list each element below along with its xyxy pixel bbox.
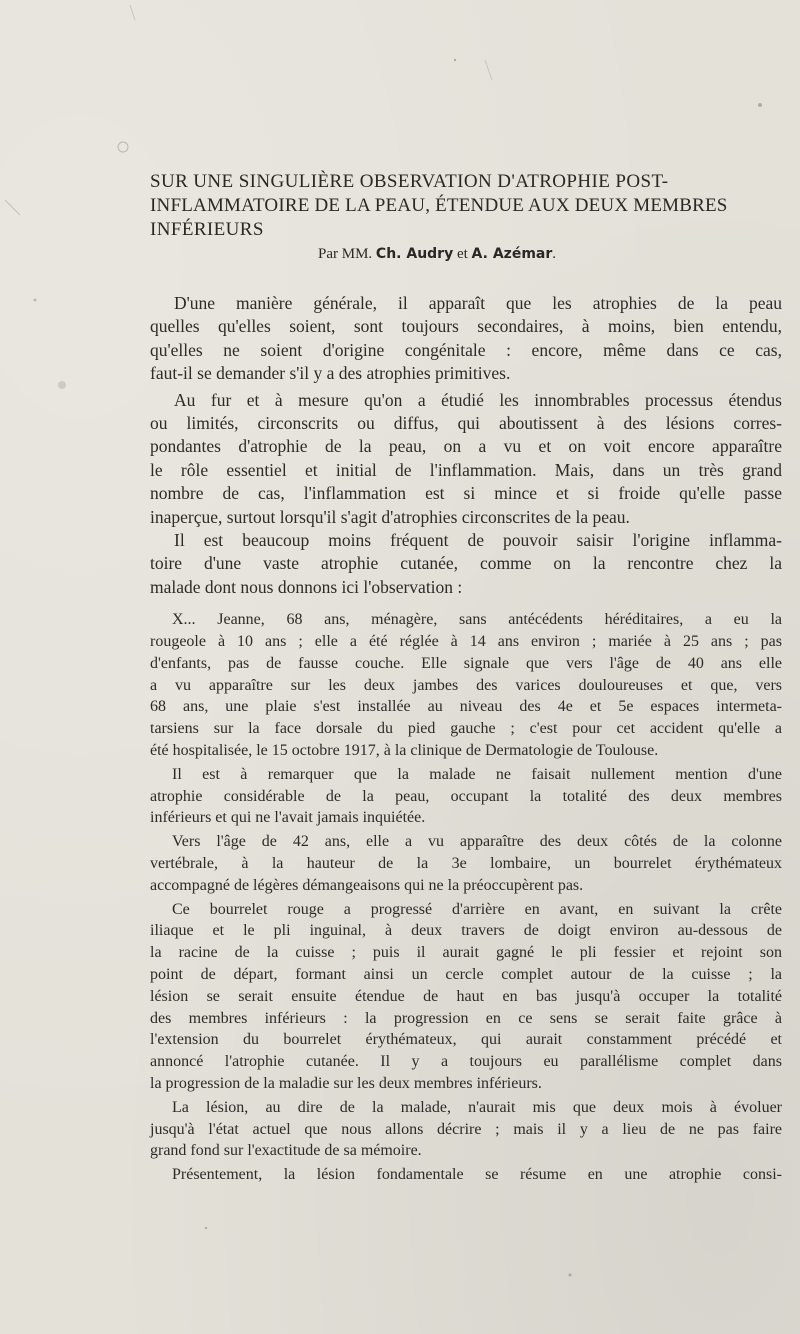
text-line: lésion se serait ensuite étendue de haut en bas jusqu'à occuper la totalité — [150, 987, 782, 1005]
observation-paragraph — [150, 1097, 782, 1162]
intro-paragraph — [150, 529, 782, 599]
text-line: Il est beaucoup moins fréquent de pouvoir saisir l'origine inflamma- — [174, 530, 782, 551]
text-line: qu'elles ne soient d'origine congénitale : encore, même dans ce cas, — [150, 339, 782, 360]
text-line: vertébrale, à la hauteur de la 3e lombaire, un bourrelet érythémateux — [150, 855, 782, 873]
author-name: Ch. Audry — [375, 246, 454, 262]
text-line: nombre de cas, l'inflammation est si mince et si froide qu'elle passe — [150, 483, 782, 504]
author-name: A. Azémar — [471, 246, 553, 262]
text-line: ou limités, circonscrits ou diffus, qui aboutissent à des lésions corres- — [150, 413, 782, 434]
observation-paragraph — [150, 609, 782, 762]
text-line: iliaque et le pli inguinal, à deux travers de doigt environ au-dessous de — [150, 922, 782, 940]
text-line: d'enfants, pas de fausse couche. Elle signale que vers l'âge de 40 ans elle — [150, 654, 782, 672]
text-line: pondantes d'atrophie de la peau, on a vu et on voit encore apparaître — [150, 436, 782, 457]
text-line: la progression de la maladie sur les deux membres inférieurs. — [150, 1075, 542, 1093]
text-line: Il est à remarquer que la malade ne faisait nullement mention d'une — [172, 765, 782, 783]
title-line: SUR UNE SINGULIÈRE OBSERVATION D'ATROPHIE POST- — [150, 171, 669, 192]
text-line: rougeole à 10 ans ; elle a été réglée à 14 ans environ ; mariée à 25 ans ; pas — [150, 633, 782, 651]
text-line: quelles qu'elles soient, sont toujours secondaires, à moins, bien entendu, — [150, 316, 782, 337]
intro-paragraph — [150, 292, 782, 386]
byline-prefix: Par MM. — [318, 246, 376, 262]
intro-paragraph — [150, 389, 782, 529]
observation-paragraph — [150, 1164, 782, 1186]
byline-conjunction: et — [453, 246, 472, 262]
text-line: Vers l'âge de 42 ans, elle a vu apparaître des deux côtés de la colonne — [172, 833, 782, 851]
title-line: INFÉRIEURS — [150, 219, 264, 240]
article-body — [150, 292, 782, 1186]
text-line: a vu apparaître sur les deux jambes des varices douloureuses et que, vers — [150, 676, 782, 694]
text-line: inaperçue, surtout lorsqu'il s'agit d'atrophies circonscrites de la peau. — [150, 506, 630, 527]
text-line: Au fur et à mesure qu'on a étudié les innombrables processus étendus — [174, 389, 782, 410]
text-line: D'une manière générale, il apparaît que les atrophies de la peau — [174, 293, 782, 313]
text-line: grand fond sur l'exactitude de sa mémoire. — [150, 1142, 422, 1160]
text-line: 68 ans, une plaie s'est installée au niveau des 4e et 5e espaces intermeta- — [150, 698, 782, 716]
text-line: malade dont nous donnons ici l'observation : — [150, 576, 463, 597]
text-line: X... Jeanne, 68 ans, ménagère, sans antécédents héréditaires, a eu la — [172, 611, 782, 629]
title-line: INFLAMMATOIRE DE LA PEAU, ÉTENDUE AUX DEUX MEMBRES — [150, 195, 728, 216]
text-line: annoncé l'atrophie cutanée. Il y a toujours eu parallélisme complet dans — [150, 1053, 782, 1071]
text-line: Présentement, la lésion fondamentale se résume en une atrophie consi- — [172, 1166, 782, 1184]
text-line: point de départ, formant ainsi un cercle complet autour de la cuisse ; la — [150, 966, 782, 984]
text-line: accompagné de légères démangeaisons qui ne la préoccupèrent pas. — [150, 876, 584, 894]
text-line: inférieurs et qui ne l'avait jamais inquiétée. — [150, 809, 426, 827]
text-line: des membres inférieurs : la progression en ce sens se serait faite grâce à — [150, 1009, 782, 1027]
text-line: atrophie considérable de la peau, occupant la totalité des deux membres — [150, 787, 782, 805]
text-line: le rôle essentiel et initial de l'inflammation. Mais, dans un très grand — [150, 459, 782, 480]
text-line: La lésion, au dire de la malade, n'aurait mis que deux mois à évoluer — [172, 1098, 782, 1116]
text-line: été hospitalisée, le 15 octobre 1917, à la clinique de Dermatologie de Toulouse. — [150, 742, 659, 760]
text-line: faut-il se demander s'il y a des atrophies primitives. — [150, 363, 511, 384]
text-line: la racine de la cuisse ; puis il aurait gagné le pli fessier et rejoint son — [150, 944, 782, 962]
text-line: l'extension du bourrelet érythémateux, qui aurait constamment précédé et — [150, 1031, 782, 1049]
observation-paragraph — [150, 831, 782, 896]
author-byline — [318, 246, 556, 263]
text-line: tarsiens sur la face dorsale du pied gauche ; c'est pour cet accident qu'elle a — [150, 720, 782, 738]
text-line: jusqu'à l'état actuel que nous allons décrire ; mais il y a lieu de ne pas faire — [150, 1120, 782, 1138]
observation-paragraph — [150, 899, 782, 1095]
observation-paragraph — [150, 764, 782, 829]
text-line: Ce bourrelet rouge a progressé d'arrière en avant, en suivant la crête — [172, 900, 782, 918]
byline-suffix: . — [552, 246, 557, 262]
article-title — [150, 170, 790, 242]
text-line: toire d'une vaste atrophie cutanée, comme on la rencontre chez la — [150, 553, 782, 574]
